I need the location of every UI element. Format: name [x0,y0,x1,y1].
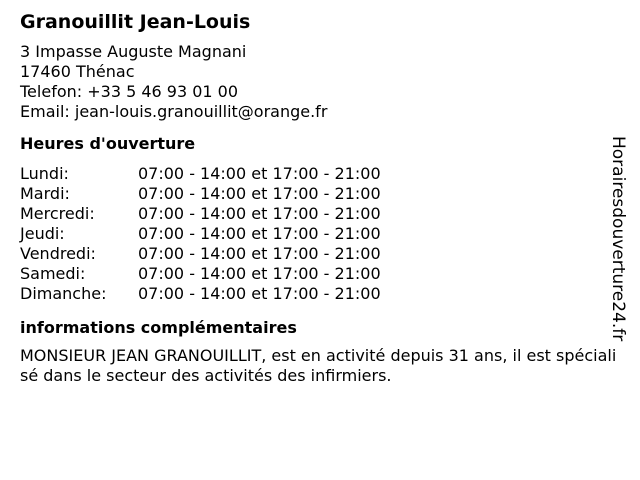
hours-time: 07:00 - 14:00 et 17:00 - 21:00 [138,204,381,223]
site-watermark: Horairesdouverture24.fr [608,136,628,342]
business-card [20,10,620,386]
info-title: informations complémentaires [20,318,297,337]
hours-row [20,244,381,264]
hours-row [20,184,381,204]
hours-time: 07:00 - 14:00 et 17:00 - 21:00 [138,164,381,183]
hours-day: Mardi: [20,184,70,203]
info-description: MONSIEUR JEAN GRANOUILLIT, est en activité depuis 31 ans, il est spécialisé dans le secteur des activités des infirmiers. [20,346,617,385]
address-city: 17460 Thénac [20,62,135,81]
hours-day: Jeudi: [20,224,65,243]
hours-row [20,284,381,304]
address-street: 3 Impasse Auguste Magnani [20,42,247,61]
hours-title: Heures d'ouverture [20,134,196,153]
hours-row [20,204,381,224]
hours-time: 07:00 - 14:00 et 17:00 - 21:00 [138,244,381,263]
hours-table [20,164,381,304]
phone-number: Telefon: +33 5 46 93 01 00 [20,82,239,101]
hours-day: Lundi: [20,164,69,183]
hours-row [20,164,381,184]
hours-row [20,264,381,284]
hours-row [20,224,381,244]
hours-day: Vendredi: [20,244,96,263]
hours-time: 07:00 - 14:00 et 17:00 - 21:00 [138,224,381,243]
hours-day: Dimanche: [20,284,107,303]
business-name: Granouillit Jean-Louis [20,11,251,33]
hours-time: 07:00 - 14:00 et 17:00 - 21:00 [138,284,381,303]
hours-day: Mercredi: [20,204,95,223]
hours-time: 07:00 - 14:00 et 17:00 - 21:00 [138,184,381,203]
email-address: Email: jean-louis.granouillit@orange.fr [20,102,328,121]
hours-time: 07:00 - 14:00 et 17:00 - 21:00 [138,264,381,283]
hours-day: Samedi: [20,264,86,283]
